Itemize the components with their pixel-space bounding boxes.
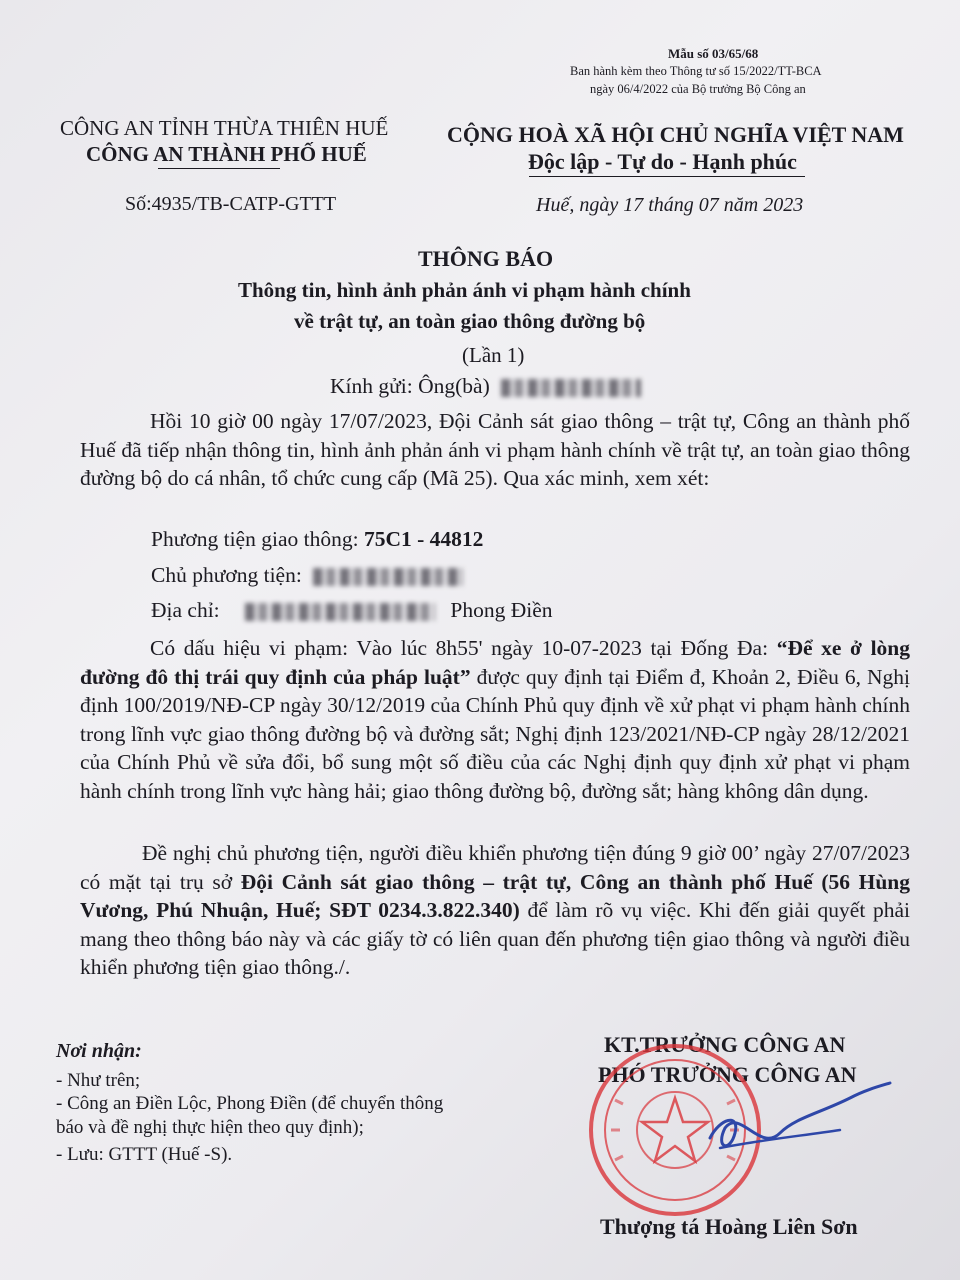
national-motto: Độc lập - Tự do - Hạnh phúc: [528, 149, 797, 174]
title-subject-line2: về trật tự, an toàn giao thông đường bộ: [294, 309, 646, 333]
violation-paragraph: [80, 634, 910, 805]
vehicle-plate: 75C1 - 44812: [363, 527, 484, 551]
request-paragraph: [80, 839, 910, 982]
recipient-label: Kính gửi: Ông(bà): [330, 374, 490, 398]
notice-round: (Lần 1): [462, 343, 525, 367]
agency-name: CÔNG AN THÀNH PHỐ HUẾ: [86, 142, 367, 166]
address-label: Địa chỉ:: [151, 598, 220, 622]
owner-label: Chủ phương tiện:: [151, 563, 302, 587]
handwritten-signature: [700, 1078, 900, 1178]
document-title: THÔNG BÁO: [418, 246, 554, 271]
recipients-line-2: - Công an Điền Lộc, Phong Điền (để chuyển thông: [56, 1093, 444, 1114]
document-number: Số:4935/TB-CATP-GTTT: [125, 193, 337, 215]
recipients-line-1: - Như trên;: [56, 1070, 141, 1091]
redacted-owner-name: [313, 568, 463, 586]
form-number: Mẫu số 03/65/68: [668, 46, 759, 61]
motto-underline: [529, 176, 805, 177]
title-subject-line1: Thông tin, hình ảnh phản ánh vi phạm hành chính: [238, 278, 691, 302]
signer-role-1: KT.TRƯỞNG CÔNG AN: [604, 1032, 846, 1057]
violation-legal-basis: được quy định tại Điểm đ, Khoản 2, Điều 6, Nghị định 100/2019/NĐ-CP ngày 30/12/2019 của Chính Phủ quy định về xử phạt vi phạm hành chính trong lĩnh vực giao thông đường bộ và đường sắt; Nghị định 123/2021/NĐ-CP ngày 28/12/2021 của Chính Phủ về sửa đổi, bổ sung một số điều của các Nghị định quy định xử phạt vi phạm hành chính trong lĩnh vực hàng hải; giao thông đường bộ, đường sắt; hàng không dân dụng.: [80, 664, 911, 803]
address-line: [151, 598, 553, 623]
recipients-line-3: báo và đề nghị thực hiện theo quy định);: [56, 1117, 364, 1138]
intro-paragraph: Hồi 10 giờ 00 ngày 17/07/2023, Đội Cảnh sát giao thông – trật tự, Công an thành phố Huế đã tiếp nhận thông tin, hình ảnh phản ánh vi phạm hành chính về trật tự, an toàn giao thông đường bộ do cá nhân, tổ chức cung cấp (Mã 25). Qua xác minh, xem xét:: [80, 409, 910, 490]
request-location: Đội Cảnh sát giao thông – trật tự, Công an thành phố Huế (56 Hùng Vương, Phú Nhuận, Huế; SĐT 0234.3.822.340): [80, 869, 910, 922]
violation-description: “Để xe ở lòng đường đô thị trái quy định của pháp luật”: [80, 636, 910, 689]
request-rest: để làm rõ vụ việc. Khi đến giải quyết phải mang theo thông báo này và các giấy tờ có liên quan đến phương tiện giao thông và người điều khiển phương tiện giao thông./.: [80, 898, 910, 979]
country-name: CỘNG HOÀ XÃ HỘI CHỦ NGHĨA VIỆT NAM: [447, 122, 904, 147]
vehicle-label: Phương tiện giao thông:: [151, 527, 359, 551]
vehicle-line: [151, 527, 483, 552]
recipients-line-4: - Lưu: GTTT (Huế -S).: [56, 1144, 233, 1165]
place-date: Huế, ngày 17 tháng 07 năm 2023: [536, 194, 804, 216]
violation-prefix: Có dấu hiệu vi phạm: Vào lúc 8h55' ngày 10-07-2023 tại Đống Đa:: [150, 636, 769, 660]
recipients-label: Nơi nhận:: [56, 1040, 142, 1062]
recipient-line: [330, 374, 641, 399]
agency-underline: [158, 168, 280, 169]
form-issued-date: ngày 06/4/2022 của Bộ trưởng Bộ Công an: [590, 82, 806, 96]
redacted-recipient-name: [501, 379, 641, 397]
address-visible: Phong Điền: [450, 598, 553, 622]
redacted-address: [245, 603, 435, 621]
signer-name: Thượng tá Hoàng Liên Sơn: [600, 1214, 858, 1239]
request-prefix: Đề nghị chủ phương tiện, người điều khiển phương tiện đúng 9 giờ 00’ ngày 27/07/2023 có mặt tại trụ sở: [80, 841, 910, 894]
owner-line: [151, 563, 463, 588]
signer-role-2: PHÓ TRƯỞNG CÔNG AN: [598, 1062, 857, 1087]
form-issued-with: Ban hành kèm theo Thông tư số 15/2022/TT-BCA: [570, 64, 822, 78]
agency-parent: CÔNG AN TỈNH THỪA THIÊN HUẾ: [60, 116, 389, 140]
